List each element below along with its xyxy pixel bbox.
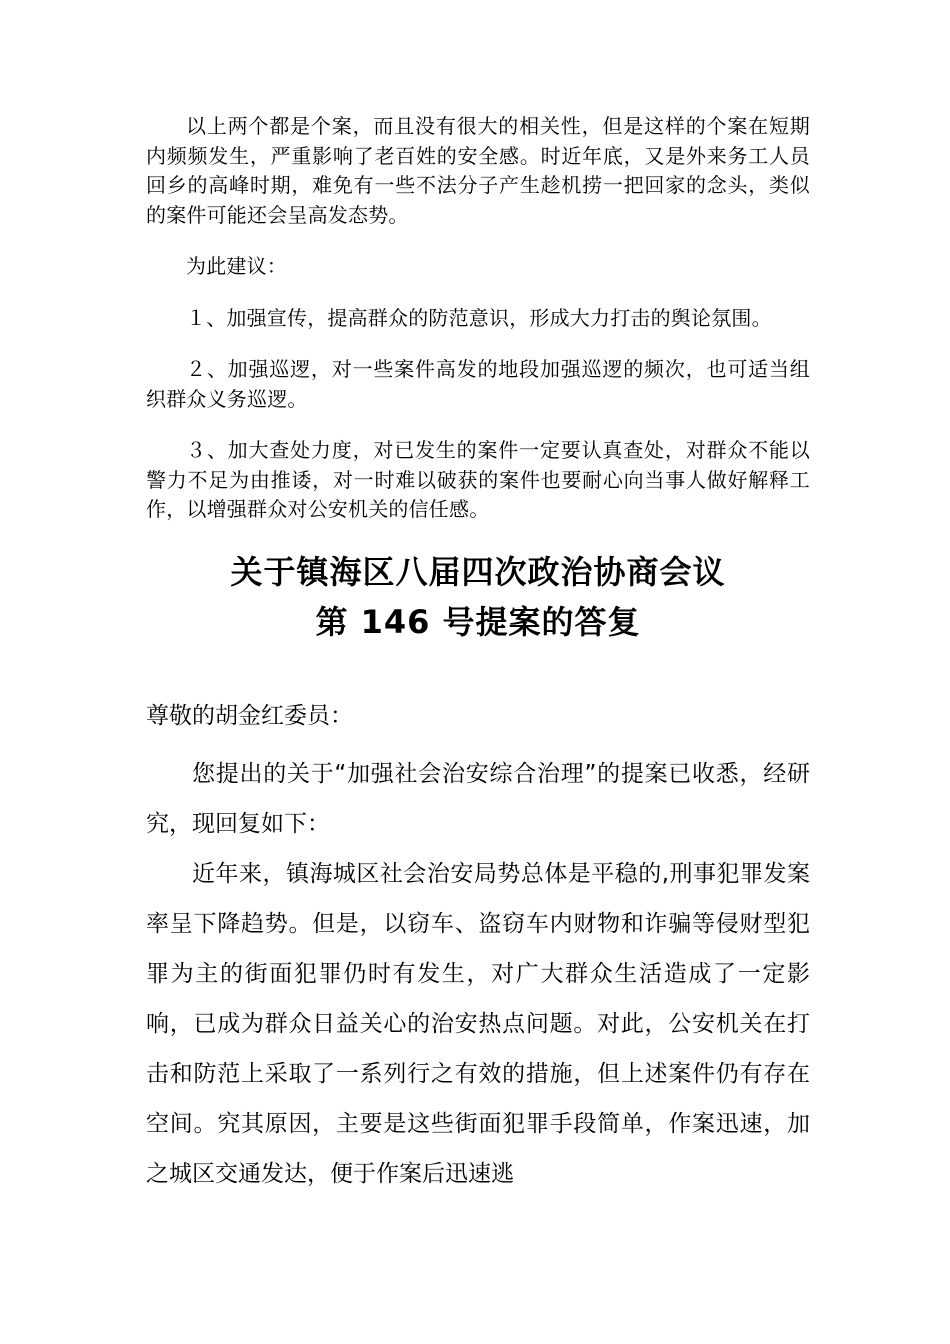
reply-paragraph-2: 近年来，镇海城区社会治安局势总体是平稳的,刑事犯罪发案率呈下降趋势。但是，以窃车、盗窃车内财物和诈骗等侵财型犯罪为主的街面犯罪仍时有发生，对广大群众生活造成了一定影响，已成为群众日益关心的治安热点问题。对此，公安机关在打击和防范上采取了一系列行之有效的措施，但上述案件仍有存在空间。究其原因，主要是这些街面犯罪手段简单，作案迅速，加之城区交通发达，便于作案后迅速逃 xyxy=(146,860,810,1187)
paragraph-suggestion-1: １、加强宣传，提高群众的防范意识，形成大力打击的舆论氛围。 xyxy=(186,305,772,330)
salutation: 尊敬的胡金红委员： xyxy=(146,702,353,729)
previous-section xyxy=(146,112,810,525)
title-line-2: 第 146 号提案的答复 xyxy=(315,602,641,641)
paragraph-suggestion-2: ２、加强巡逻，对一些案件高发的地段加强巡逻的频次，也可适当组织群众义务巡逻。 xyxy=(146,357,810,411)
title-line-1: 关于镇海区八届四次政治协商会议 xyxy=(230,552,726,591)
paragraph-suggestion-intro: 为此建议： xyxy=(186,254,287,278)
document-page xyxy=(146,112,810,1199)
paragraph-suggestion-3: ３、加大查处力度，对已发生的案件一定要认真查处，对群众不能以警力不足为由推诿，对一时难以破获的案件也要耐心向当事人做好解释工作，以增强群众对公安机关的信任感。 xyxy=(146,438,810,521)
reply-title xyxy=(146,547,810,647)
reply-paragraph-1: 您提出的关于“加强社会治安综合治理”的提案已收悉，经研究，现回复如下： xyxy=(146,760,810,837)
reply-body xyxy=(146,691,810,1199)
paragraph-case-analysis: 以上两个都是个案，而且没有很大的相关性，但是这样的个案在短期内频频发生，严重影响了老百姓的安全感。时近年底，又是外来务工人员回乡的高峰时期，难免有一些不法分子产生趁机捞一把回家的念头，类似的案件可能还会呈高发态势。 xyxy=(146,114,810,227)
